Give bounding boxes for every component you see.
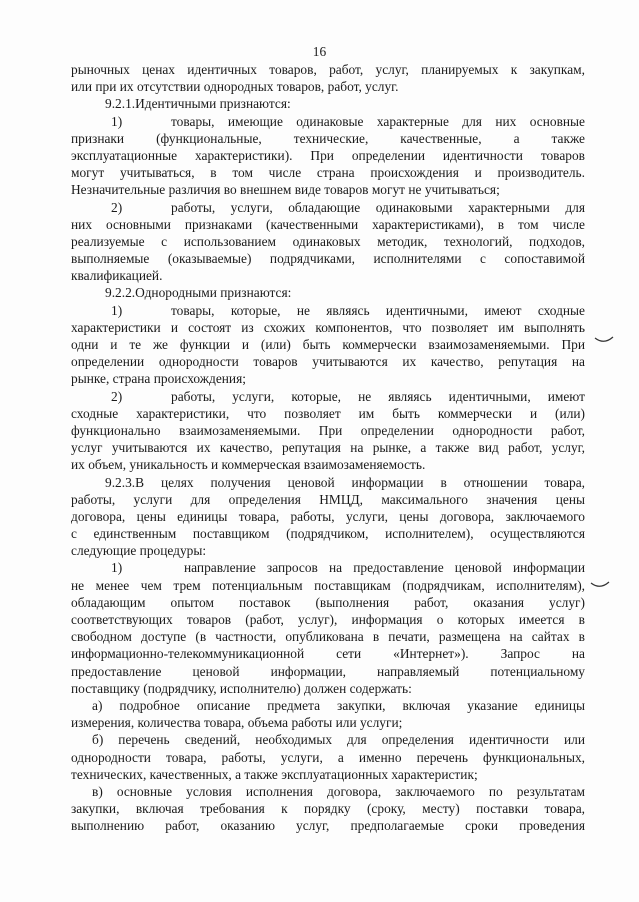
margin-mark (594, 335, 614, 345)
text-line: услуг учитываются их качество, репутация на рынке, а также вид работ, услуг, (71, 440, 585, 456)
text-line: рыночных ценах идентичных товаров, работ, услуг, планируемых к закупкам, (71, 62, 585, 77)
text-line: работы, услуги для определения НМЦД, максимального значения цены (71, 491, 585, 507)
text-line: реализуемые с использованием одинаковых методик, технологий, подходов, (71, 233, 585, 249)
subitem-first-line: а) подробное описание предмета закупки, включая указание единицы (92, 697, 585, 713)
text-line: их объем, уникальность и коммерческая взаимозаменяемость. (71, 457, 426, 473)
text-fragment: товары, имеющие одинаковые характерные для них основные (171, 113, 585, 129)
subitem-first-line: в) основные условия исполнения договора, заключаемого по результатам (92, 783, 585, 799)
text-line: не менее чем трем потенциальным поставщикам (подрядчикам, исполнителям), (71, 577, 585, 593)
text-fragment: работы, услуги, обладающие одинаковыми характерными для (171, 199, 585, 215)
text-line: одни и те же функции и (или) быть коммерчески взаимозаменяемыми. При (71, 337, 585, 352)
text-line: квалификацией. (71, 268, 163, 284)
text-line: следующие процедуры: (71, 543, 207, 559)
list-number: 2) (111, 199, 123, 215)
list-number: 1) (111, 302, 123, 318)
text-line: эксплуатационные характеристики). При определении идентичности товаров (71, 147, 585, 163)
text-line: функционально взаимозаменяемыми. При определении однородности работ, (71, 422, 585, 438)
text-line: измерения, количества товара, объема работы или услуги; (71, 715, 403, 731)
subitem-first-line: б) перечень сведений, необходимых для определения идентичности или (92, 732, 585, 748)
list-item-line (71, 559, 585, 576)
text-fragment: работы, услуги, которые, не являясь идентичными, имеют (171, 388, 585, 404)
text-line: рынке, страна происхождения; (71, 371, 246, 387)
text-fragment: товары, которые, не являясь идентичными, имеют сходные (171, 302, 585, 318)
list-number: 1) (111, 113, 123, 129)
text-line: определении однородности товаров учитываются их качество, репутация на (71, 354, 585, 370)
text-fragment: направление запросов на предоставление ценовой информации (184, 560, 585, 576)
text-line: признаки (функциональные, технические, качественные, а также (71, 130, 585, 146)
list-item-line (71, 113, 585, 130)
page-number: 16 (312, 44, 327, 59)
section-heading: 9.2.2.Однородными признаются: (105, 285, 292, 301)
text-line: могут учитываться, в том числе страна происхождения и производитель. (71, 165, 585, 181)
paragraph-first-line: 9.2.3.В целях получения ценовой информации в отношении товара, (105, 474, 585, 490)
text-line: свободном доступе (в частности, опубликована в печати, размещена на сайтах в (71, 629, 585, 645)
text-line: них основными признаками (качественными характеристиками), в том числе (71, 216, 585, 232)
text-line: Незначительные различия во внешнем виде товаров могут не учитываться; (71, 182, 500, 198)
text-line: договора, цены единицы товара, работы, услуги, цены договора, заключаемого (71, 508, 585, 524)
list-number: 2) (111, 388, 123, 404)
section-heading: 9.2.1.Идентичными признаются: (105, 96, 291, 112)
text-line: выполняемые (оказываемые) подрядчиками, исполнителями с сопоставимой (71, 251, 585, 267)
text-line: сходные характеристики, что позволяет им быть коммерчески и (или) (71, 405, 585, 421)
text-line: выполнению работ, оказанию услуг, предполагаемые сроки проведения (71, 818, 585, 834)
list-number: 1) (111, 560, 123, 576)
text-line: однородности товара, работы, услуги, а именно перечень функциональных, (71, 749, 585, 765)
margin-mark (590, 580, 610, 590)
text-line: соответствующих товаров (работ, услуг), информация о которых имеется в (71, 612, 585, 627)
text-line: предоставление ценовой информации, направляемый потенциальному (71, 663, 585, 679)
text-line: поставщику (подрядчику, исполнителю) должен содержать: (71, 680, 412, 696)
document-body (71, 61, 585, 834)
text-line: с единственным поставщиком (подрядчиком, исполнителем), осуществляются (71, 526, 585, 542)
text-line: характеристики и состоят из схожих компонентов, что позволяет им выполнять (71, 319, 585, 335)
text-line: закупки, включая требования к порядку (сроку, месту) поставки товара, (71, 801, 585, 817)
text-line: информационно-телекоммуникационной сети «Интернет»). Запрос на (71, 646, 585, 662)
text-line: или при их отсутствии однородных товаров, работ, услуг. (71, 79, 399, 95)
list-item-line (71, 388, 585, 405)
text-line: обладающим опытом поставок (выполнения работ, оказания услуг) (71, 594, 585, 610)
list-item-line (71, 302, 585, 319)
text-line: технических, качественных, а также эксплуатационных характеристик; (71, 766, 478, 782)
list-item-line (71, 199, 585, 216)
